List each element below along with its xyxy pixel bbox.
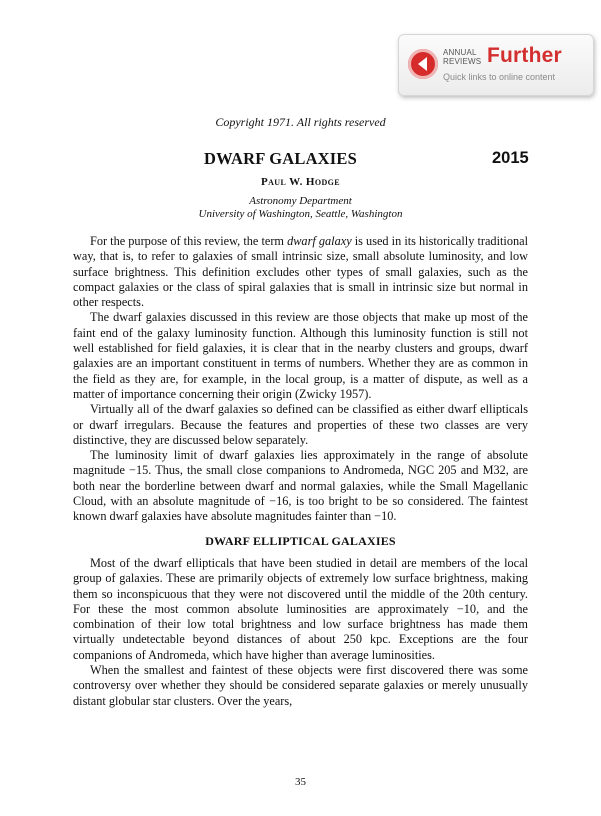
article-body [73,234,528,709]
affiliation-university: University of Washington, Seattle, Washington [198,208,403,220]
article-title: DWARF GALAXIES [204,149,357,168]
author-name: Paul W. Hodge [261,176,340,188]
intro-paragraph-4: The luminosity limit of dwarf galaxies lies approximately in the range of absolute magnitude −15. Thus, the small close companions to Andromeda, NGC 205 and M32, are both near the borderline between dwarf and normal galaxies, while the Small Magellanic Cloud, with an absolute magnitude of −16, is too bright to be so considered. The faintest known dwarf galaxies have absolute magnitudes fainter than −10. [73,448,528,524]
intro-paragraph-3: Virtually all of the dwarf galaxies so defined can be classified as either dwarf ellipticals or dwarf irregulars. Because the features and properties of these two classes are very distinctive, they are discussed below separately. [73,402,528,447]
intro-paragraph-2: The dwarf galaxies discussed in this review are those objects that make up most of the faint end of the galaxy luminosity function. Although this luminosity function is still not well established for field galaxies, it is clear that in the nearby clusters and groups, dwarf galaxies are an important constituent in terms of numbers. Whether they are as common in the field as they are, for example, in the local group, is a matter of dispute, as well as a matter of importance concerning their origin (Zwicky 1957). [73,310,528,401]
further-subtitle: Quick links to online content [443,72,556,82]
annual-reviews-logo-text: ANNUAL REVIEWS [443,48,482,66]
article-number: 2015 [492,149,529,167]
affiliation-department: Astronomy Department [249,195,352,207]
further-links-badge[interactable] [398,34,594,96]
intro-paragraph-1: For the purpose of this review, the term dwarf galaxy is used in its historically traditional way, that is, to refer to galaxies of small intrinsic size, small absolute luminosity, and low surface brightness. This definition excludes other types of small galaxies, such as the compact galaxies or the class of spiral galaxies that is small in intrinsic size but normal in other respects. [73,234,528,310]
arrow-left-icon [408,49,438,79]
page-number: 35 [295,776,306,788]
copyright-line: Copyright 1971. All rights reserved [215,115,386,129]
section-paragraph-2: When the smallest and faintest of these objects were first discovered there was some controversy over whether they should be considered separate galaxies or merely unusually distant globular star clusters. Over the years, [73,663,528,708]
defined-term: dwarf galaxy [287,234,352,248]
section-heading: DWARF ELLIPTICAL GALAXIES [205,533,396,548]
further-label: Further [487,44,562,67]
section-paragraph-1: Most of the dwarf ellipticals that have been studied in detail are members of the local group of galaxies. These are primarily objects of extremely low surface brightness, making them so inconspicuous that they were not discovered until the middle of the 20th century. For these the most common absolute luminosities are approximately −10, and the combination of their low total brightness and low surface brightness has made them virtually undetectable beyond distances of about 250 kpc. Exceptions are the four companions of Andromeda, which have higher than average luminosities. [73,555,528,662]
